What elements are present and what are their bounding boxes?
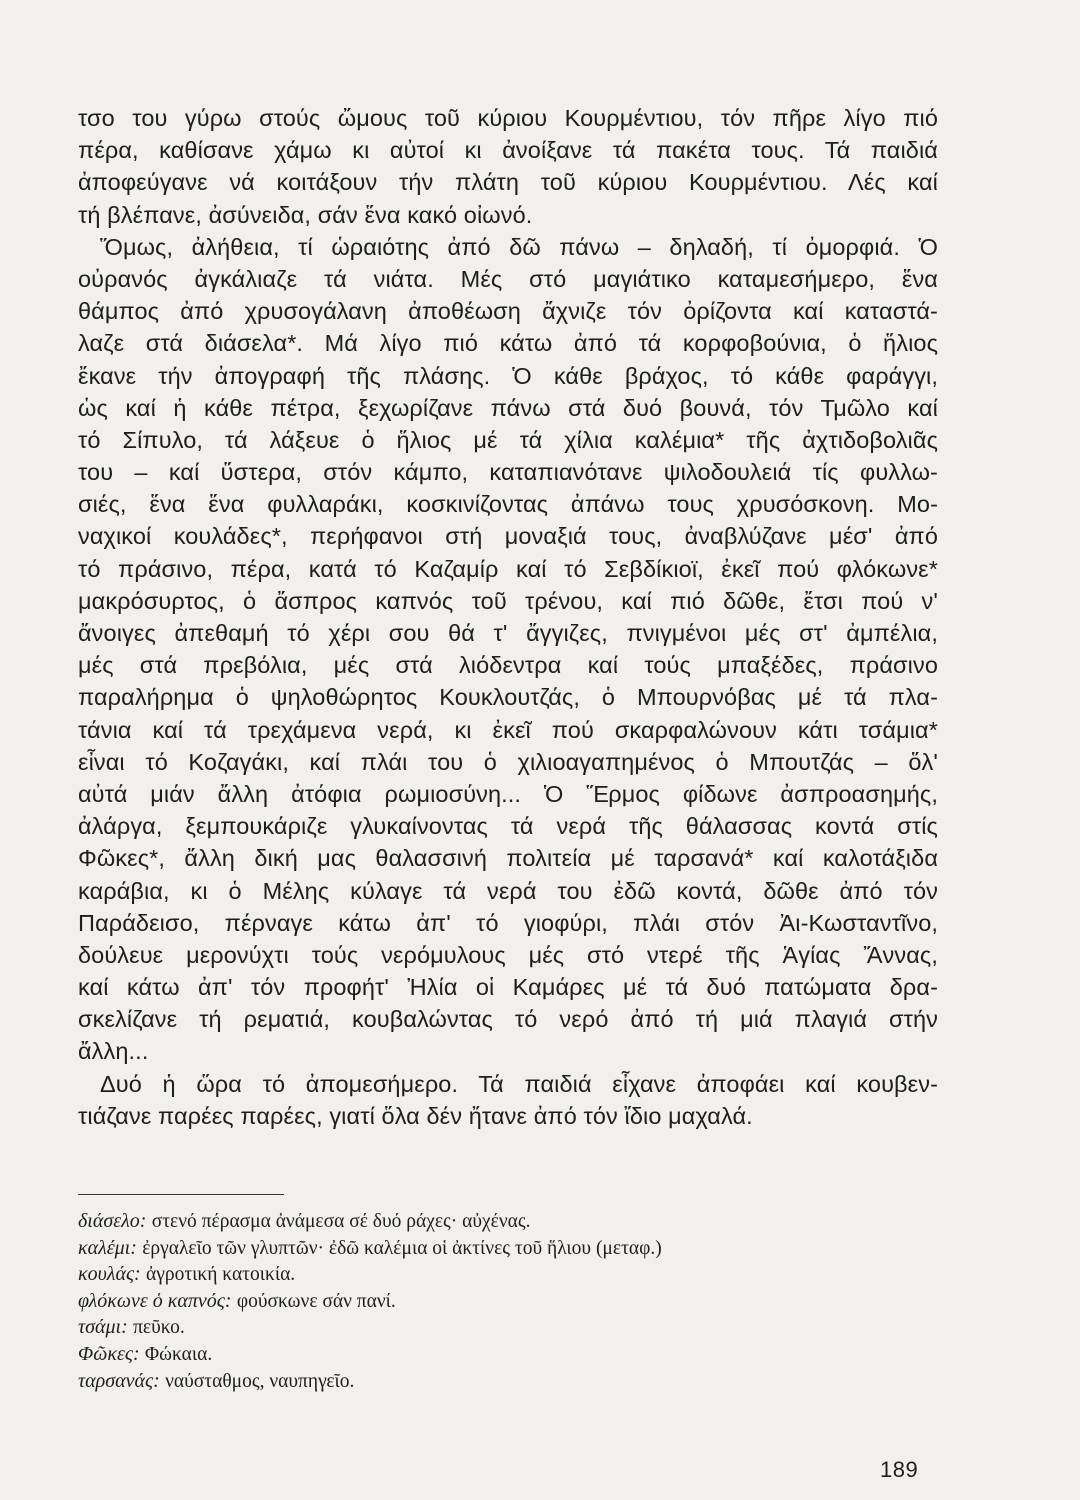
text-line: καράβια, κι ὁ Μέλης κύλαγε τά νερά του ἐδῶ κοντά, δῶθε ἀπό τόν [78,877,938,904]
text-line: λαζε στά διάσελα*. Μά λίγο πιό κάτω ἀπό τά κορφοβούνια, ὁ ἥλιος [78,330,938,357]
footnote-definition: Φώκαια. [144,1343,213,1365]
text-line: δούλευε μερονύχτι τούς νερόμυλους μές στό ντερέ τῆς Ἁγίας Ἄννας, [78,941,938,968]
text-line: μακρόσυρτος, ὁ ἄσπρος καπνός τοῦ τρένου, καί πιό δῶθε, ἔτσι πού ν' [78,587,938,614]
main-text [78,102,938,1132]
text-line: Φῶκες*, ἄλλη δική μας θαλασσινή πολιτεία μέ ταρσανά* καί καλοτάξιδα [78,845,938,872]
footnote-term: καλέμι: [78,1236,137,1259]
text-line: σιές, ἕνα ἕνα φυλλαράκι, κοσκινίζοντας ἀπάνω τους χρυσόσκονη. Μο- [78,491,938,518]
text-line: σκελίζανε τή ρεματιά, κουβαλώντας τό νερό ἀπό τή μιά πλαγιά στήν [78,1006,938,1033]
text-line: τσο του γύρω στούς ὤμους τοῦ κύριου Κουρμέντιου, τόν πῆρε λίγο πιό [78,105,938,131]
text-line: θάμπος ἀπό χρυσογάλανη ἀποθέωση ἄχνιζε τόν ὀρίζοντα καί καταστά- [78,298,938,325]
text-line: τάνια καί τά τρεχάμενα νερά, κι ἐκεῖ πού σκαρφαλώνουν κάτι τσάμια* [78,716,938,743]
text-line: εἶναι τό Κοζαγάκι, καί πλάι του ὁ χιλιοαγαπημένος ὁ Μπουτζάς – ὅλ' [78,748,938,775]
text-line: ἄνοιγες ἀπεθαμή τό χέρι σου θά τ' ἄγγιζες, πνιγμένοι μές στ' ἀμπέλια, [78,620,938,646]
text-line: ὡς καί ἡ κάθε πέτρα, ξεχωρίζανε πάνω στά δυό βουνά, τόν Τμῶλο καί [78,394,938,421]
text-line: πέρα, καθίσανε χάμω κι αὐτοί κι ἀνοίξανε τά πακέτα τους. Τά παιδιά [78,137,938,164]
footnote-term: φλόκωνε ὁ καπνός: [78,1289,232,1312]
footnote-definition: ἐργαλεῖο τῶν γλυπτῶν· ἐδῶ καλέμια οἱ ἀκτίνες τοῦ ἥλιου (μεταφ.) [142,1237,662,1259]
text-line: ἄλλη... [78,1038,149,1065]
text-line: τιάζανε παρέες παρέες, γιατί ὅλα δέν ἤτανε ἀπό τόν ἴδιο μαχαλά. [78,1102,753,1129]
footnote [78,1208,938,1235]
footnote-definition: φούσκωνε σάν πανί. [236,1290,396,1312]
footnote [78,1261,938,1288]
text-line: ἔκανε τήν ἀπογραφή τῆς πλάσης. Ὁ κάθε βράχος, τό κάθε φαράγγι, [78,362,938,389]
footnote-term: διάσελο: [78,1210,147,1232]
footnote-term: τσάμι: [78,1316,128,1339]
text-line: καί κάτω ἀπ' τόν προφήτ' Ἠλία οἱ Καμάρες μέ τά δυό πατώματα δρα- [78,974,938,1001]
footnote [78,1314,938,1341]
text-line: τό Σίπυλο, τά λάξευε ὁ ἥλιος μέ τά χίλια καλέμια* τῆς ἀχτιδοβολιᾶς [78,426,938,453]
text-line: τό πράσινο, πέρα, κατά τό Καζαμίρ καί τό Σεβδίκιοϊ, ἐκεῖ πού φλόκωνε* [78,555,938,582]
text-line: οὐρανός ἀγκάλιαζε τά νιάτα. Μές στό μαγιάτικο καταμεσήμερο, ἕνα [78,265,938,292]
text-line: Παράδεισο, πέρναγε κάτω ἀπ' τό γιοφύρι, πλάι στόν Ἀι-Κωσταντῖνο, [78,909,938,936]
page-number: 189 [880,1457,919,1482]
footnote-divider [78,1194,284,1195]
text-line: παραλήρημα ὁ ψηλοθώρητος Κουκλουτζάς, ὁ Μπουρνόβας μέ τά πλα- [78,684,938,711]
footnote [78,1235,938,1262]
text-line: μές στά πρεβόλια, μές στά λιόδεντρα καί τούς μπαξέδες, πράσινο [78,652,938,679]
footnote-definition: πεῦκο. [133,1317,185,1339]
footnote-term: κουλάς: [78,1263,141,1286]
footnote [78,1368,938,1395]
text-line: του – καί ὕστερα, στόν κάμπο, καταπιανότανε ψιλοδουλειά τίς φυλλω- [78,459,938,486]
footnote [78,1288,938,1315]
footnote-term: ταρσανάς: [78,1369,160,1392]
text-line: αὐτά μιάν ἄλλη ἀτόφια ρωμιοσύνη... Ὁ Ἕρμος φίδωνε ἀσπροασημής, [78,780,938,807]
text-line: ἀποφεύγανε νά κοιτάξουν τήν πλάτη τοῦ κύριου Κουρμέντιου. Λές καί [78,169,938,196]
footnote-definition: στενό πέρασμα ἀνάμεσα σέ δυό ράχες· αὐχένας. [151,1211,531,1232]
text-line: ἀλάργα, ξεμπουκάριζε γλυκαίνοντας τά νερά τῆς θάλασσας κοντά στίς [78,813,938,840]
footnote-definition: ἀγροτική κατοικία. [146,1264,296,1286]
text-line: Δυό ἡ ὥρα τό ἀπομεσήμερο. Τά παιδιά εἶχανε ἀποφάει καί κουβεν- [100,1070,938,1097]
text-line: Ὅμως, ἀλήθεια, τί ὡραιότης ἀπό δῶ πάνω – δηλαδή, τί ὀμορφιά. Ὁ [100,233,938,260]
footnote-term: Φῶκες: [78,1342,140,1365]
footnotes [78,1208,938,1394]
footnote-definition: ναύσταθμος, ναυπηγεῖο. [165,1370,355,1392]
text-line: τή βλέπανε, ἀσύνειδα, σάν ἕνα κακό οἰωνό. [78,201,533,228]
text-line: ναχικοί κουλάδες*, περήφανοι στή μοναξιά τους, ἀναβλύζανε μέσ' ἀπό [78,523,938,550]
footnote [78,1341,938,1368]
